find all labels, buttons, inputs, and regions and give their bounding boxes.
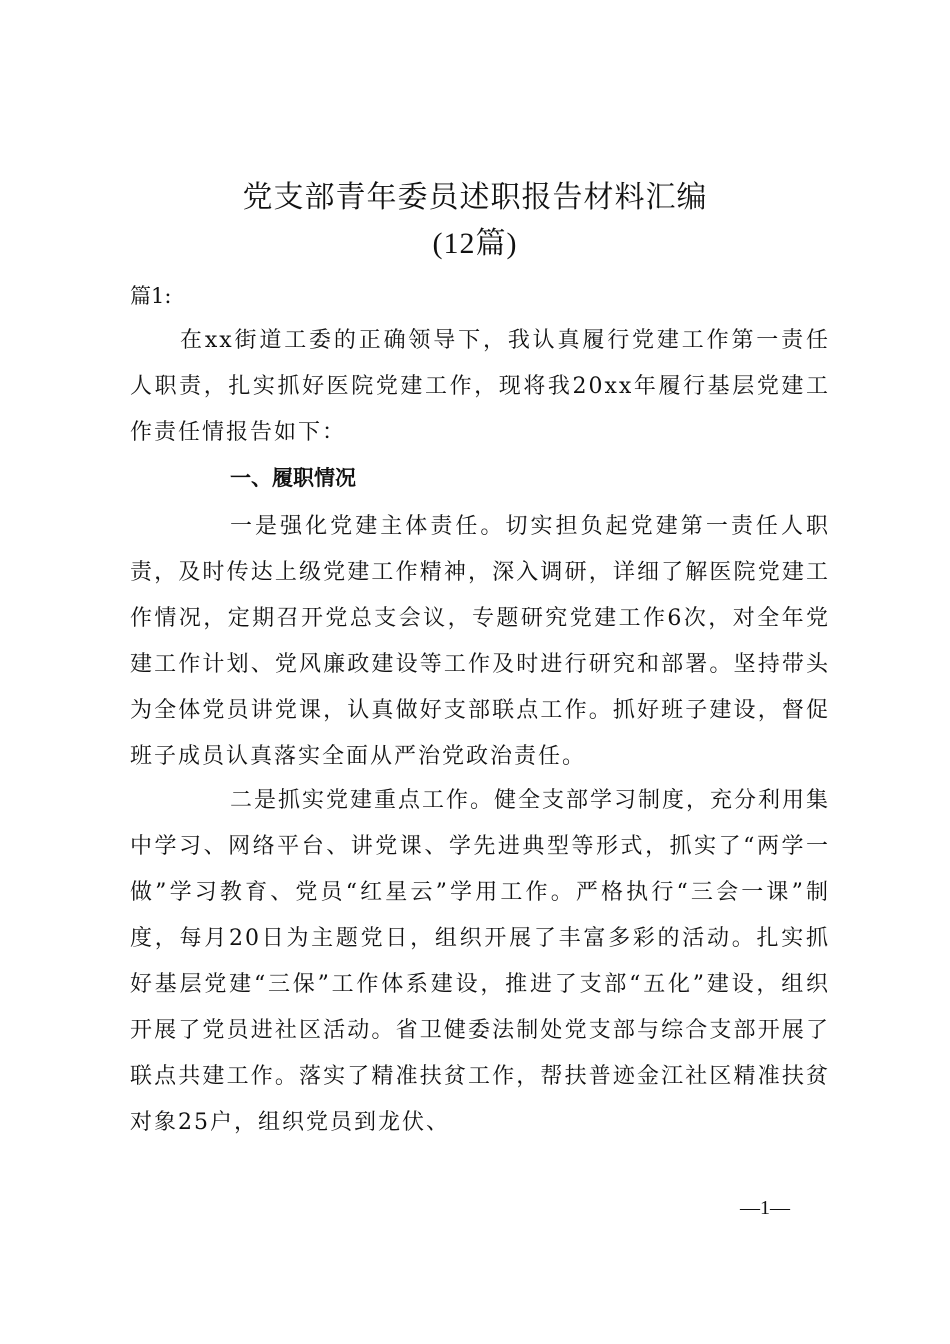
body-paragraph: 一是强化党建主体责任。切实担负起党建第一责任人职责，及时传达上级党建工作精神，深入调研，详细了解医院党建工作情况，定期召开党总支会议，专题研究党建工作6次，对全年党建工作计划、党风廉政建设等工作及时进行研究和部署。坚持带头为全体党员讲党课，认真做好支部联点工作。抓好班子建设，督促班子成员认真落实全面从严治党政治责任。 <box>130 514 830 769</box>
page-number: —1— <box>740 1197 790 1219</box>
section-heading: 一、履职情况 <box>230 466 356 490</box>
document-subtitle: (12篇) <box>432 227 518 260</box>
document-title: 党支部青年委员述职报告材料汇编 <box>242 180 708 215</box>
body-paragraph: 二是抓实党建重点工作。健全支部学习制度，充分利用集中学习、网络平台、讲党课、学先进典型等形式，抓实了“两学一做”学习教育、党员“红星云”学用工作。严格执行“三会一课”制度，每月20日为主题党日，组织开展了丰富多彩的活动。扎实抓好基层党建“三保”工作体系建设，推进了支部“五化”建设，组织开展了党员进社区活动。省卫健委法制处党支部与综合支部开展了联点共建工作。落实了精准扶贫工作，帮扶普迹金江社区精准扶贫对象25户，组织党员到龙伏、 <box>130 788 831 1135</box>
section-label: 篇1: <box>130 284 172 308</box>
intro-paragraph: 在xx街道工委的正确领导下，我认真履行党建工作第一责任人职责，扎实抓好医院党建工作，现将我20xx年履行基层党建工作责任情报告如下： <box>130 328 830 445</box>
